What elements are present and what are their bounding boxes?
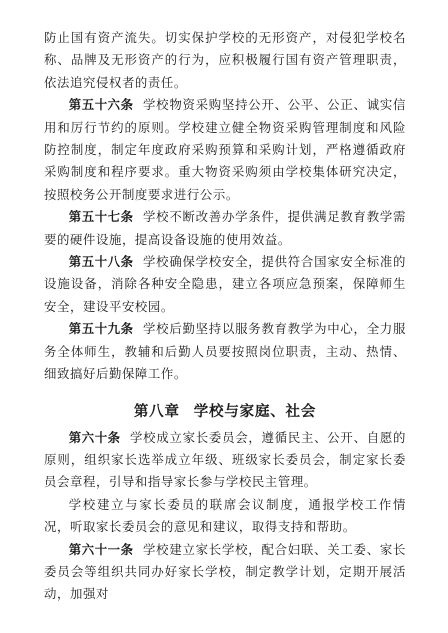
article-text: 学校确保学校安全，提供符合国家安全标准的设施设备，消除各种安全隐患，建立各项应急预案，保障师生安全，建设平安校园。 (44, 254, 407, 314)
article-number: 第五十八条 (68, 254, 134, 270)
article-number: 第五十七条 (68, 209, 134, 225)
article-57 (44, 206, 406, 251)
chapter-heading (44, 400, 406, 421)
article-text: 学校不断改善办学条件，提供满足教育教学需要的硬件设施，提高设备设施的使用效益。 (44, 209, 407, 247)
article-56 (44, 94, 406, 206)
article-58 (44, 251, 406, 318)
intro-paragraph (44, 27, 406, 94)
chapter-title: 学校与家庭、社会 (193, 403, 317, 420)
article-text: 学校建立与家长委员的联席会议制度，通报学校工作情况，听取家长委员会的意见和建议，取得支持和帮助。 (44, 496, 406, 535)
article-60 (44, 427, 406, 494)
article-text: 学校物资采购坚持公开、公平、公正、诚实信用和厉行节约的原则。学校建立健全物资采购管理制度和风险防控制度，制定年度政府采购预算和采购计划，严格遵循政府采购制度和程序要求。重大物资采购须由学校集体研究决定，按照校务公开制度要求进行公示。 (44, 97, 407, 202)
article-number: 第五十六条 (68, 97, 134, 113)
article-text: 学校后勤坚持以服务教育教学为中心，全力服务全体师生，教辅和后勤人员要按照岗位职责，主动、热情、细致搞好后勤保障工作。 (44, 321, 407, 382)
article-number: 第五十九条 (68, 321, 134, 337)
article-text: 学校建立家长学校，配合妇联、关工委、家长委员会等组织共同办好家长学校，制定教学计划，定期开展活动，加强对 (44, 541, 407, 602)
article-text: 学校成立家长委员会，遵循民主、公开、自愿的原则，组织家长选举成立年级、班级家长委员会，制定家长委员会章程，引导和指导家长参与学校民主管理。 (44, 429, 407, 490)
article-60-paragraph-2 (44, 494, 406, 539)
intro-paragraph-text: 防止国有资产流失。切实保护学校的无形资产，对侵犯学校名称、品牌及无形资产的行为，应积极履行国有资产管理职责，依法追究侵权者的责任。 (44, 30, 406, 90)
article-59 (44, 318, 406, 385)
article-number: 第六十条 (68, 429, 121, 445)
chapter-number: 第八章 (133, 403, 180, 420)
article-61 (44, 539, 406, 606)
article-number: 第六十一条 (68, 541, 134, 557)
